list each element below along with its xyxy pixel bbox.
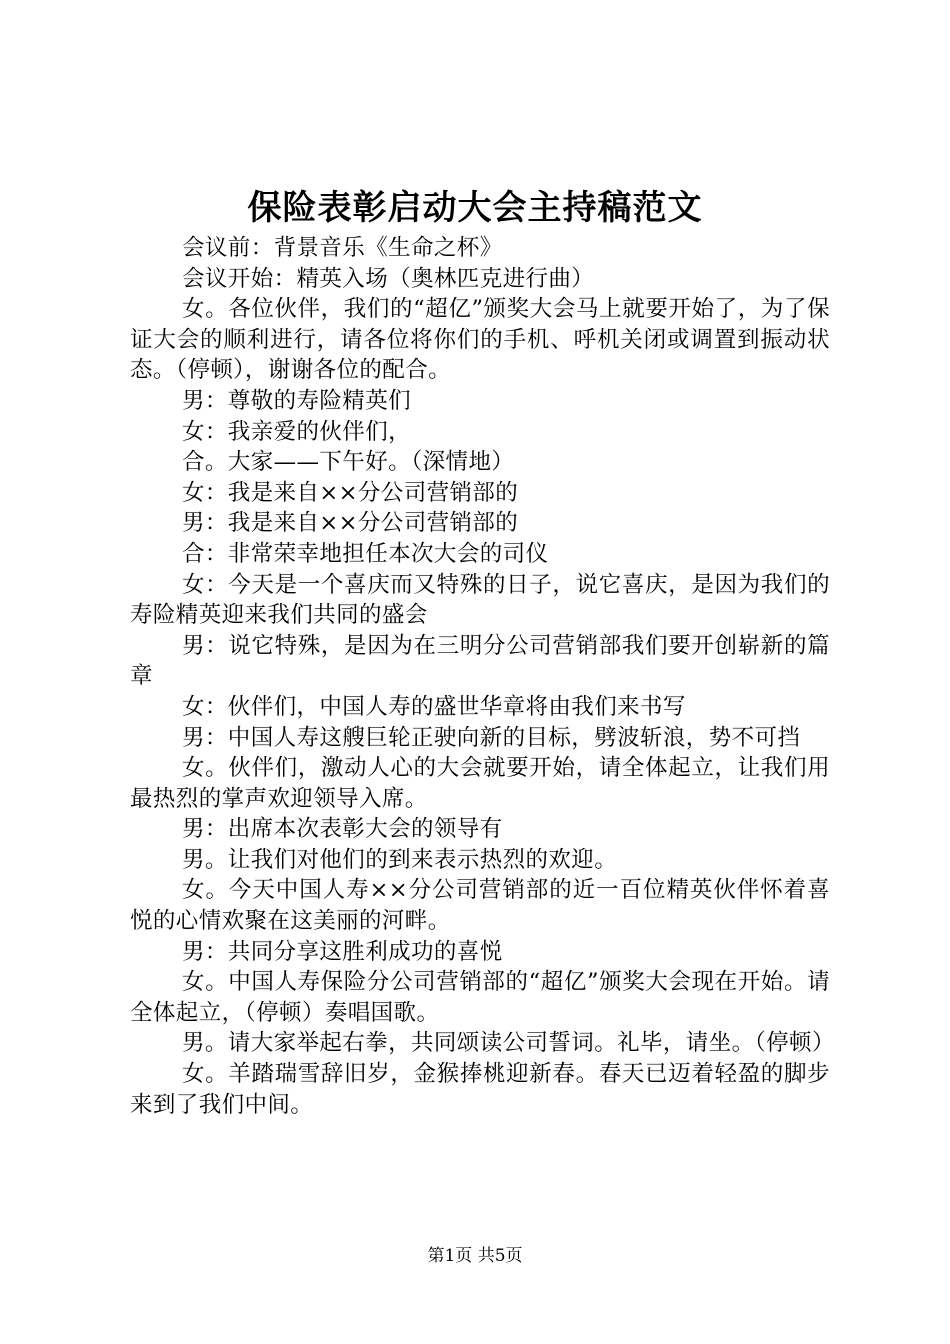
paragraph: 男：尊敬的寿险精英们 (182, 387, 412, 414)
paragraph: 女。各位伙伴，我们的“超亿”颁奖大会马上就要开始了，为了保证大会的顺利进行，请各位将你们的手机、呼机关闭或调置到振动状态。（停顿），谢谢各位的配合。 (130, 296, 830, 384)
paragraph: 男：我是来自××分公司营销部的 (182, 510, 519, 537)
paragraph: 男：共同分享这胜利成功的喜悦 (182, 938, 503, 965)
document-body (130, 233, 835, 1120)
paragraph: 女。羊踏瑞雪辞旧岁，金猴捧桃迎新春。春天已迈着轻盈的脚步来到了我们中间。 (130, 1061, 830, 1118)
paragraph: 会议开始：精英入场（奥林匹克进行曲） (182, 265, 595, 292)
paragraph: 女。中国人寿保险分公司营销部的“超亿”颁奖大会现在开始。请全体起立，（停顿）奏唱国歌。 (130, 969, 830, 1026)
paragraph: 男。请大家举起右拳，共同颂读公司誓词。礼毕，请坐。（停顿） (182, 1030, 835, 1057)
paragraph: 女：今天是一个喜庆而又特殊的日子，说它喜庆，是因为我们的寿险精英迎来我们共同的盛会 (130, 571, 830, 629)
paragraph: 女：我亲爱的伙伴们， (182, 418, 412, 445)
paragraph: 女：我是来自××分公司营销部的 (182, 479, 519, 506)
paragraph: 男：说它特殊，是因为在三明分公司营销部我们要开创崭新的篇章 (130, 632, 830, 690)
paragraph: 女：伙伴们，中国人寿的盛世华章将由我们来书写 (182, 693, 686, 720)
paragraph: 男。让我们对他们的到来表示热烈的欢迎。 (182, 846, 618, 873)
paragraph: 会议前：背景音乐《生命之杯》 (182, 235, 503, 261)
paragraph: 男：中国人寿这艘巨轮正驶向新的目标，劈波斩浪，势不可挡 (182, 724, 801, 751)
document-title: 保险表彰启动大会主持稿范文 (247, 188, 703, 228)
page-number-footer: 第1页 共5页 (427, 1246, 523, 1266)
paragraph: 合。大家——下午好。（深情地） (182, 449, 515, 476)
paragraph: 男：出席本次表彰大会的领导有 (182, 816, 503, 843)
paragraph: 合：非常荣幸地担任本次大会的司仪 (182, 540, 549, 567)
paragraph: 女。伙伴们，激动人心的大会就要开始，请全体起立，让我们用最热烈的掌声欢迎领导入席。 (130, 755, 830, 812)
paragraph: 女。今天中国人寿××分公司营销部的近一百位精英伙伴怀着喜悦的心情欢聚在这美丽的河畔。 (130, 877, 830, 935)
